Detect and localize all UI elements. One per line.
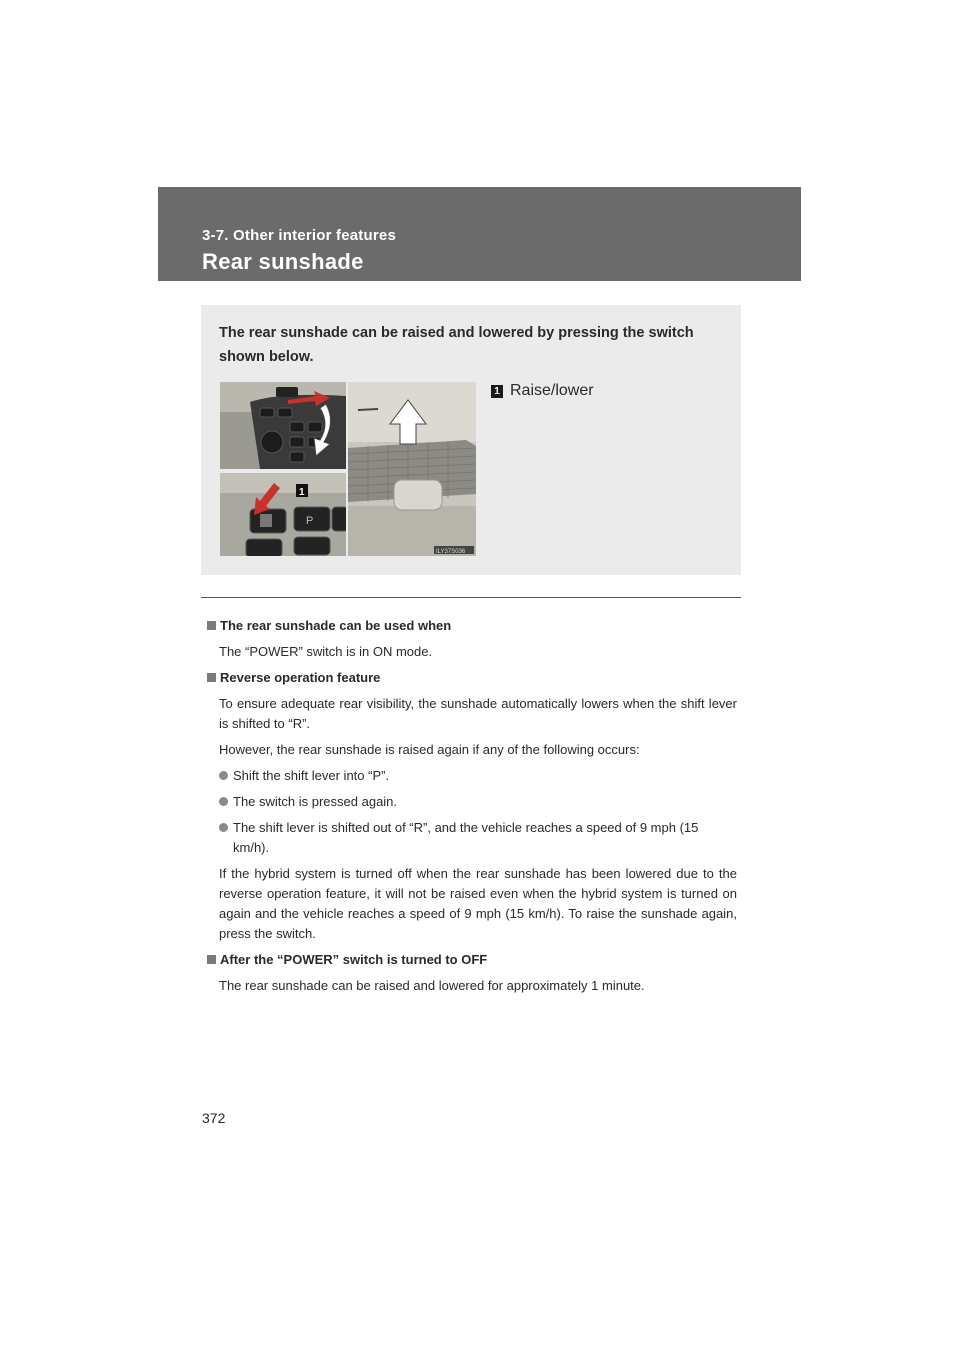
console-switch-photo	[220, 382, 346, 469]
note-heading: The rear sunshade can be used when	[207, 616, 737, 636]
list-item: The switch is pressed again.	[219, 792, 737, 812]
circle-bullet-icon	[219, 823, 228, 832]
callout-number: 1	[491, 385, 503, 398]
callout-label: Raise/lower	[510, 382, 594, 399]
section-header	[158, 187, 801, 281]
rear-window-photo	[348, 382, 476, 556]
sunshade-switch-photo	[220, 473, 346, 556]
square-bullet-icon	[207, 673, 216, 682]
intro-box	[201, 305, 741, 575]
square-bullet-icon	[207, 955, 216, 964]
square-bullet-icon	[207, 621, 216, 630]
callout-raise-lower	[491, 382, 594, 400]
list-item: The shift lever is shifted out of “R”, and the vehicle reaches a speed of 9 mph (15 km/h).	[219, 818, 737, 858]
note-paragraph: However, the rear sunshade is raised again if any of the following occurs:	[219, 742, 640, 757]
svg-text:P: P	[306, 515, 314, 527]
note-paragraph: The “POWER” switch is in ON mode.	[219, 644, 433, 659]
figure-code: ILY37S036	[436, 549, 466, 555]
note-paragraph: If the hybrid system is turned off when the rear sunshade has been lowered due to the reverse operation feature, it will not be raised even when the hybrid system is turned on again and the vehicle reaches a speed of 9 mph (15 km/h). To raise the sunshade again, press the switch.	[219, 866, 737, 941]
page-title: Rear sunshade	[202, 249, 364, 274]
notes	[207, 616, 737, 996]
intro-text: The rear sunshade can be raised and lowered by pressing the switch shown below.	[219, 325, 694, 365]
note-paragraph: To ensure adequate rear visibility, the sunshade automatically lowers when the shift lever is shifted to “R”.	[219, 696, 737, 731]
circle-bullet-icon	[219, 771, 228, 780]
note-paragraph: The rear sunshade can be raised and lowered for approximately 1 minute.	[219, 978, 645, 993]
note-heading: After the “POWER” switch is turned to OFF	[207, 950, 737, 970]
circle-bullet-icon	[219, 797, 228, 806]
note-heading: Reverse operation feature	[207, 668, 737, 688]
list-item: Shift the shift lever into “P”.	[219, 766, 737, 786]
page-number: 372	[202, 1110, 226, 1126]
section-label: 3-7. Other interior features	[202, 227, 396, 244]
photo-marker: 1	[299, 487, 305, 498]
divider	[201, 597, 741, 598]
